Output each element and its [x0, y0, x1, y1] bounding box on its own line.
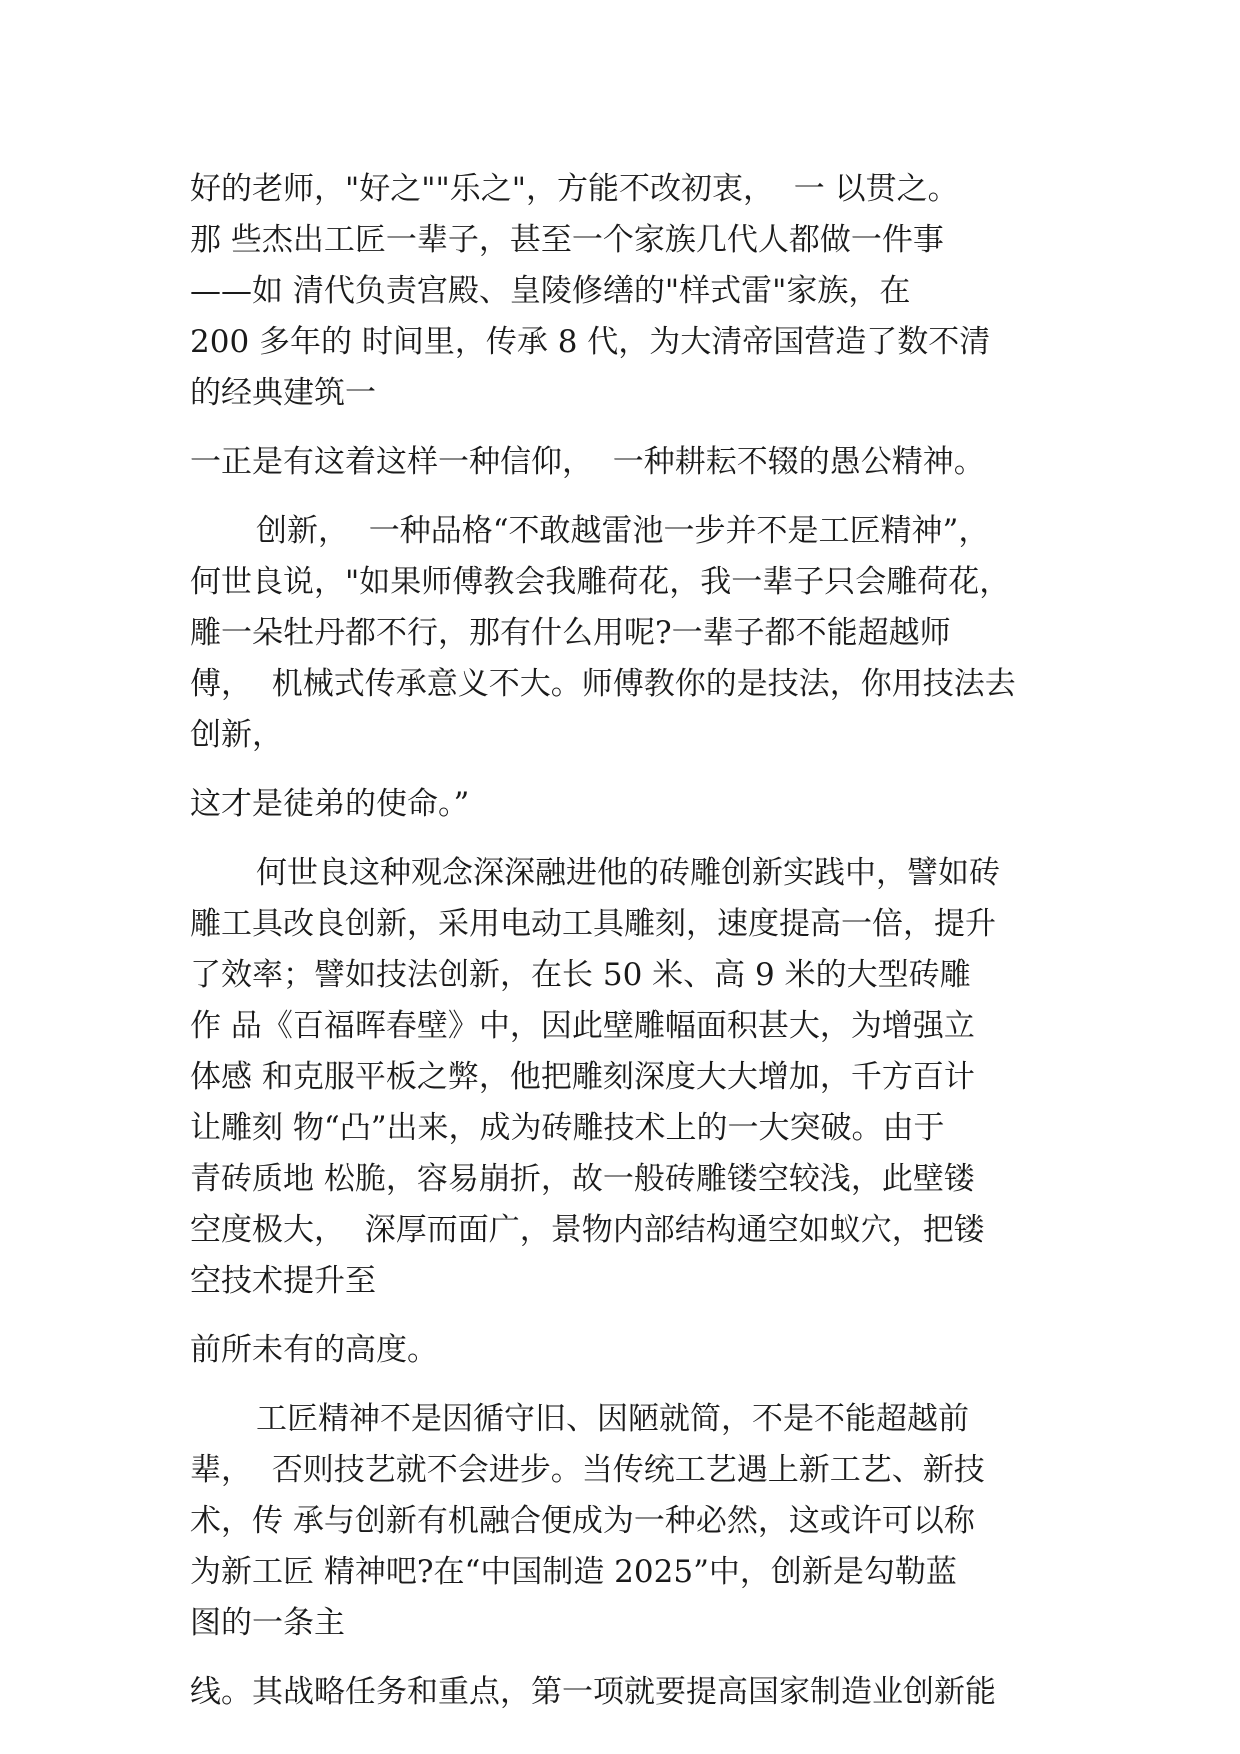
- paragraph-zhuandiao-shijian: [190, 848, 1070, 1307]
- text-line: 空度极大， 深厚而面广，景物内部结构通空如蚁穴，把镂: [190, 1212, 985, 1248]
- text-line: 雕工具改良创新，采用电动工具雕刻，速度提高一倍，提升: [190, 906, 996, 942]
- text-line: 了效率；譬如技法创新，在长 50 米、高 9 米的大型砖雕: [190, 957, 971, 993]
- text-line: 这才是徒弟的使命。”: [190, 786, 470, 822]
- paragraph-gaodu: [190, 1325, 1070, 1376]
- text-line: 术，传 承与创新有机融合便成为一种必然，这或许可以称: [190, 1503, 975, 1539]
- paragraph-zhanlue-renwu: [190, 1667, 1070, 1718]
- text-line: 体感 和克服平板之弊，他把雕刻深度大大增加，千方百计: [190, 1059, 975, 1095]
- text-line: ——如 清代负责宫殿、皇陵修缮的"样式雷"家族，在: [190, 273, 911, 309]
- text-line: 傅， 机械式传承意义不大。师傅教你的是技法，你用技法去: [190, 666, 1016, 702]
- text-line: 青砖质地 松脆，容易崩折，故一般砖雕镂空较浅，此壁镂: [190, 1161, 975, 1197]
- paragraph-tudi-shiming: [190, 779, 1070, 830]
- paragraph-chuangxin-pinge: [190, 506, 1070, 761]
- text-line: 线。其战略任务和重点，第一项就要提高国家制造业创新能: [190, 1674, 996, 1710]
- paragraph-xinyang: [190, 437, 1070, 488]
- paragraph-gongjiang-jiazu: [190, 164, 1070, 419]
- text-line: 那 些杰出工匠一辈子，甚至一个家族几代人都做一件事: [190, 222, 944, 258]
- text-line: 何世良这种观念深深融进他的砖雕创新实践中，譬如砖: [256, 855, 1000, 891]
- text-line: 一正是有这着这样一种信仰， 一种耕耘不辍的愚公精神。: [190, 444, 985, 480]
- text-line: 让雕刻 物“凸”出来，成为砖雕技术上的一大突破。由于: [190, 1110, 945, 1146]
- text-line: 何世良说，"如果师傅教会我雕荷花，我一辈子只会雕荷花，: [190, 564, 1011, 600]
- text-line: 好的老师，"好之""乐之"，方能不改初衷， 一 以贯之。: [190, 171, 959, 207]
- text-line: 为新工匠 精神吧?在“中国制造 2025”中，创新是勾勒蓝: [190, 1554, 957, 1590]
- text-line: 前所未有的高度。: [190, 1332, 438, 1368]
- text-line: 创新，: [190, 717, 283, 753]
- text-line: 200 多年的 时间里，传承 8 代，为大清帝国营造了数不清: [190, 324, 991, 360]
- body-text: [190, 164, 1070, 1718]
- text-line: 空技术提升至: [190, 1263, 376, 1299]
- text-line: 辈， 否则技艺就不会进步。当传统工艺遇上新工艺、新技: [190, 1452, 985, 1488]
- text-line: 雕一朵牡丹都不行，那有什么用呢?一辈子都不能超越师: [190, 615, 951, 651]
- text-line: 工匠精神不是因循守旧、因陋就简，不是不能超越前: [256, 1401, 969, 1437]
- text-line: 作 品《百福晖春壁》中，因此壁雕幅面积甚大，为增强立: [190, 1008, 975, 1044]
- text-line: 的经典建筑一: [190, 375, 376, 411]
- text-line: 创新， 一种品格“不敢越雷池一步并不是工匠精神”，: [256, 513, 990, 549]
- paragraph-xin-gongjiang: [190, 1394, 1070, 1649]
- text-line: 图的一条主: [190, 1605, 345, 1641]
